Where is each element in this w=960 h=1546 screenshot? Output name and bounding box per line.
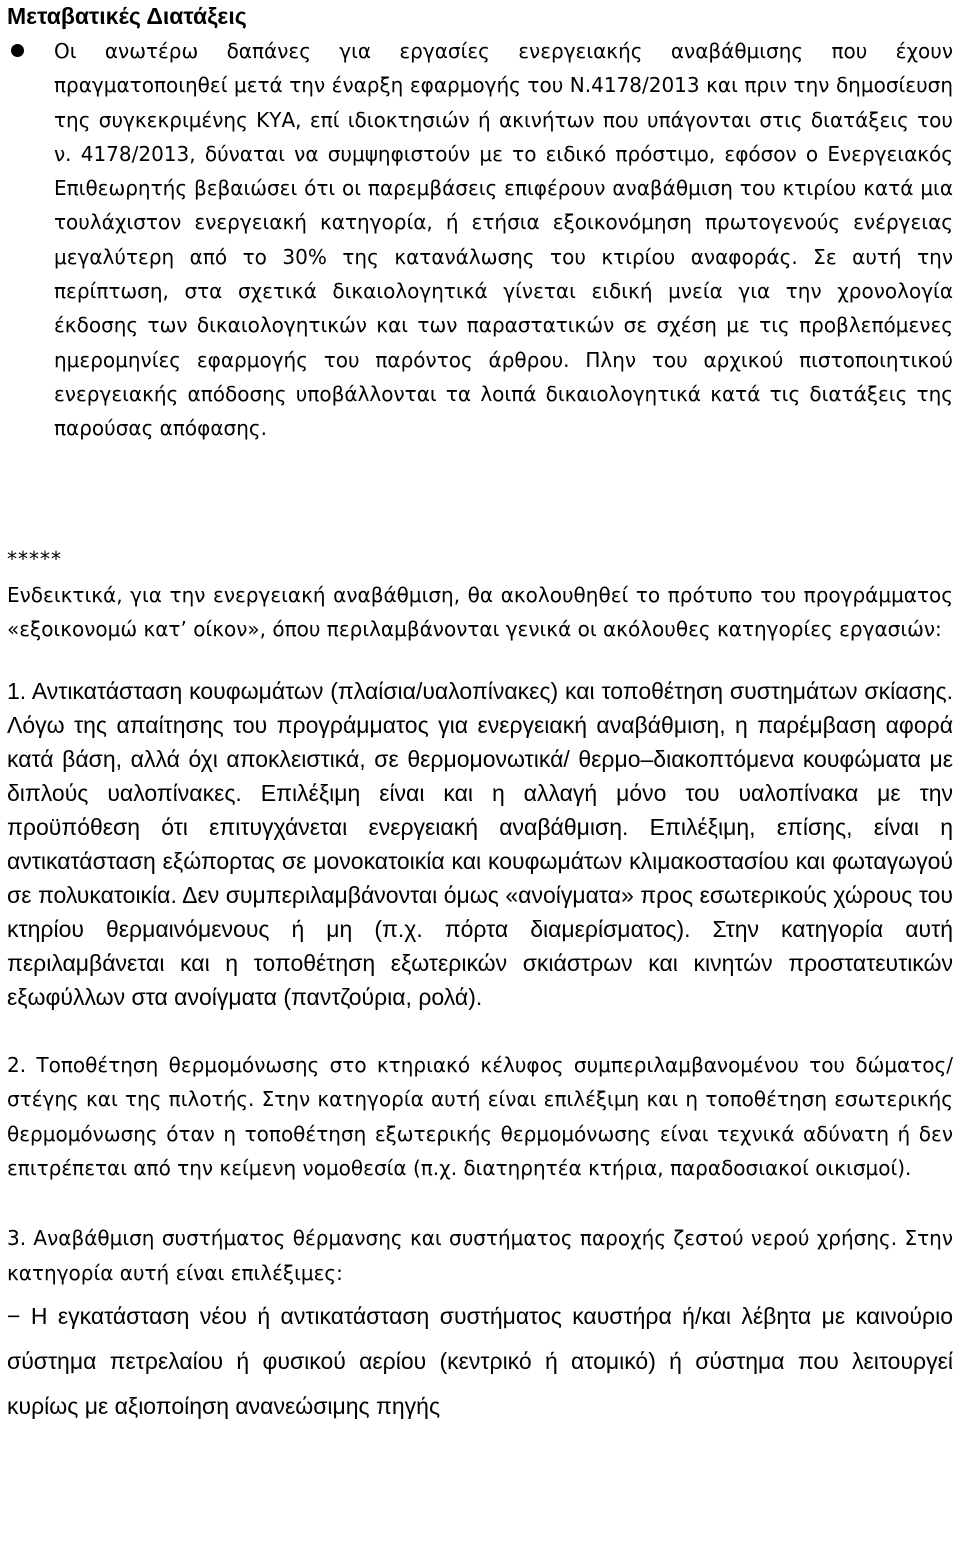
list-item-3: 3. Αναβάθμιση συστήματος θέρμανσης και συστήματος παροχής ζεστού νερού χρήσης. Στην κατηγορία αυτή είναι επιλέξιμες:	[7, 1226, 953, 1285]
transitional-provision-bullet	[7, 34, 953, 446]
list-item-2: 2. Τοποθέτηση θερμομόνωσης στο κτηριακό κέλυφος συμπεριλαμβανομένου του δώματος/στέγης και της πιλοτής. Στην κατηγορία αυτή είναι επιλέξιμη και η τοποθέτηση εσωτερικής θερμομόνωσης όταν η τοποθέτηση εξωτερικής θερμομόνωσης είναι τεχνικά αδύνατη ή δεν επιτρέπεται από την κείμενη νομοθεσία (π.χ. διατηρητέα κτήρια, παραδοσιακοί οικισμοί).	[7, 1053, 953, 1181]
separator-stars: *****	[7, 546, 62, 571]
bullet-rest-text: δύναται να συμψηφιστούν με το ειδικό πρόστιμο, εφόσον ο Ενεργειακός Επιθεωρητής βεβαιώσει ότι οι παρεμβάσεις επιφέρουν αναβάθμιση του κτιρίου κατά μια τουλάχιστον ενεργειακή κατηγορία, ή ετήσια εξοικονόμηση πρωτογενούς ενέργειας μεγαλύτερη από το 30% της κατανάλωσης του κτιρίου αναφοράς. Σε αυτή την περίπτωση, στα σχετικά δικαιολογητικά γίνεται ειδική μνεία για την χρονολογία έκδοσης των δικαιολογητικών και των παραστατικών σε σχέση με τις προβλεπόμενες ημερομηνίες εφαρμογής του παρόντος άρθρου. Πλην του αρχικού πιστοποιητικού ενεργειακής απόδοσης υποβάλλονται τα λοιπά δικαιολογητικά κατά τις διατάξεις της παρούσας απόφασης.	[54, 141, 954, 441]
bullet-paragraph	[54, 34, 953, 446]
list-item-1: 1. Αντικατάσταση κουφωμάτων (πλαίσια/υαλοπίνακες) και τοποθέτηση συστημάτων σκίασης. Λόγω της απαίτησης του προγράμματος για ενεργειακή αναβάθμιση, η παρέμβαση αφορά κατά βάση, αλλά όχι αποκλειστικά, σε θερμομονωτικά/ θερμο–διακοπτόμενα κουφώματα με διπλούς υαλοπίνακες. Επιλέξιμη είναι και η αλλαγή μόνο του υαλοπίνακα με την προϋπόθεση ότι επιτυγχάνεται ενεργειακή αναβάθμιση. Επιλέξιμη, επίσης, είναι η αντικατάσταση εξώπορτας σε μονοκατοικία και κουφωμάτων κλιμακοστασίου και φωταγωγού σε πολυκατοικία. Δεν συμπεριλαμβάνονται όμως «ανοίγματα» προς εσωτερικούς χώρους του κτηρίου θερμαινόμενους ή μη (π.χ. πόρτα διαμερίσματος). Στην κατηγορία αυτή περιλαμβάνεται και η τοποθέτηση εξωτερικών σκιάστρων και κινητών προστατευτικών εξωφύλλων στα ανοίγματα (παντζούρια, ρολά).	[7, 678, 953, 1011]
bullet-icon	[11, 44, 24, 57]
section-title: Μεταβατικές Διατάξεις	[7, 3, 247, 29]
bullet-lead-text: Οι ανωτέρω δαπάνες για εργασίες ενεργειακής αναβάθμισης που έχουν πραγματοποιηθεί μετά την έναρξη εφαρμογής του Ν.4178/2013 και πριν την δημοσίευση της συγκεκριμένης ΚΥΑ, επί ιδιοκτησιών ή ακινήτων που υπάγονται στις διατάξεις του ν. 4178/2013,	[54, 39, 953, 166]
list-item-3-sub: − Η εγκατάσταση νέου ή αντικατάσταση συστήματος καυστήρα ή/και λέβητα με καινούριο σύστημα πετρελαίου ή φυσικού αερίου (κεντρικό ή ατομικό) ή σύστημα που λειτουργεί κυρίως με αξιοποίηση ανανεώσιμης πηγής	[7, 1302, 953, 1419]
document-page	[7, 0, 953, 1429]
intro-paragraph: Ενδεικτικά, για την ενεργειακή αναβάθμιση, θα ακολουθηθεί το πρότυπο του προγράμματος «εξοικονομώ κατ’ οίκον», όπου περιλαμβάνονται γενικά οι ακόλουθες κατηγορίες εργασιών:	[7, 582, 953, 641]
